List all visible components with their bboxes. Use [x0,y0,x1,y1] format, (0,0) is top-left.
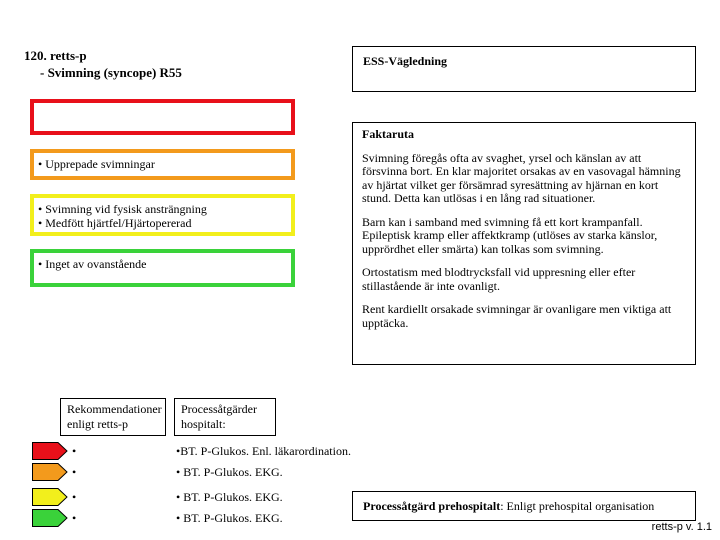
green-arrow-icon [32,509,68,527]
process-actions-header-line2: hospitalt: [181,417,226,431]
row-bullet: • [72,511,77,525]
priority-box-green [30,249,295,287]
recommendations-header [60,398,166,436]
page-title [24,47,182,81]
priority-box-orange [30,149,295,180]
recommendations-header-line2: enligt retts-p [67,417,128,431]
orange-arrow-icon [32,463,68,481]
row-bullet: • [72,444,77,458]
action-text: • BT. P-Glukos. EKG. [176,490,283,504]
priority-box-red [30,99,295,135]
page-title-line1: 120. retts-p [24,48,87,63]
row-bullet: • [72,490,77,504]
prehospital-label: Processåtgärd prehospitalt [363,499,501,513]
ess-guidance-box [352,46,696,92]
action-row-orange [32,463,452,481]
priority-yellow-line2: • Medfött hjärtfel/Hjärtopererad [38,216,192,230]
row-bullet: • [72,465,77,479]
action-row-red [32,442,452,460]
fact-paragraph: Barn kan i samband med svimning få ett kort krampanfall. Epileptisk kramp eller affektkramp (utlöses av starka känslor, upprördhet eller smärta) kan tolkas som svimning. [362,214,658,256]
version-label: retts-p v. 1.1 [651,521,712,533]
page-title-line2: - Svimning (syncope) R55 [40,65,182,80]
red-arrow-icon [32,442,68,460]
fact-paragraph: Svimning föregås ofta av svaghet, yrsel och känslan av att försvinna bort. En klar majoritet orsakas av en vasovagal hämning av hjärtat vilket ger försämrad syresättning av hjärnan en kort stund. Detta kan utlösas i en lång rad situationer. [362,150,681,205]
priority-green-text: • Inget av ovanstående [38,257,147,271]
priority-box-yellow [30,194,295,236]
process-actions-header [174,398,276,436]
action-text: •BT. P-Glukos. Enl. läkarordination. [176,444,351,458]
priority-yellow-line1: • Svimning vid fysisk ansträngning [38,202,207,216]
prehospital-text: : Enligt prehospital organisation [500,499,655,513]
recommendations-header-line1: Rekommendationer [67,402,162,416]
ess-guidance-label: ESS-Vägledning [363,54,448,68]
yellow-arrow-icon [32,488,68,506]
prehospital-action-box [352,491,696,521]
fact-paragraph: Rent kardiellt orsakade svimningar är ovanligare men viktiga att upptäcka. [362,302,672,330]
fact-box [352,122,696,365]
priority-orange-text: • Upprepade svimningar [38,157,155,171]
action-text: • BT. P-Glukos. EKG. [176,465,283,479]
action-text: • BT. P-Glukos. EKG. [176,511,283,525]
process-actions-header-line1: Processåtgärder [181,402,257,416]
fact-box-title: Faktaruta [362,127,414,141]
fact-paragraph: Ortostatism med blodtrycksfall vid uppresning eller efter stillastående är inte ovanligt. [362,265,636,293]
